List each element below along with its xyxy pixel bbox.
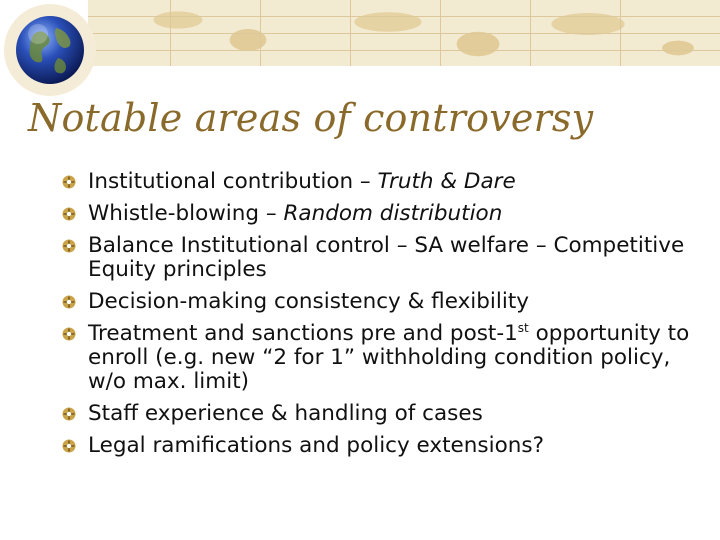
banner-grid-line: [88, 16, 720, 17]
bullet-text: Decision-making consistency & flexibility: [88, 289, 529, 314]
globe-icon: [4, 4, 96, 96]
list-item: [62, 402, 692, 426]
bullet-diamond-icon: [62, 207, 76, 221]
bullet-list: [62, 170, 692, 466]
list-item: [62, 290, 692, 314]
banner-grid-line: [350, 0, 351, 66]
bullet-diamond-icon: [62, 327, 76, 341]
bullet-diamond-icon: [62, 239, 76, 253]
bullet-text: Treatment and sanctions pre and post-1: [88, 321, 518, 346]
bullet-diamond-icon: [62, 295, 76, 309]
banner-grid-line: [530, 0, 531, 66]
list-item: [62, 322, 692, 394]
bullet-text: Staff experience & handling of cases: [88, 401, 483, 426]
slide-title: Notable areas of controversy: [28, 96, 594, 140]
banner-grid-line: [440, 0, 441, 66]
bullet-diamond-icon: [62, 439, 76, 453]
bullet-italic-text: Random distribution: [283, 201, 503, 226]
banner-grid-line: [88, 33, 720, 34]
superscript: st: [517, 320, 529, 335]
list-item: [62, 434, 692, 458]
bullet-text: Whistle-blowing –: [88, 201, 284, 226]
bullet-italic-text: Truth & Dare: [377, 169, 516, 194]
bullet-text-continued: opportunity to enroll (e.g. new “2 for 1” withholding condition policy, w/o max. limit): [88, 321, 690, 394]
list-item: [62, 170, 692, 194]
list-item: [62, 234, 692, 282]
bullet-text: Balance Institutional control – SA welfare – Competitive Equity principles: [88, 233, 685, 282]
bullet-text: Institutional contribution –: [88, 169, 378, 194]
banner-grid-line: [88, 50, 720, 51]
list-item: [62, 202, 692, 226]
bullet-diamond-icon: [62, 175, 76, 189]
banner-grid-line: [620, 0, 621, 66]
banner-grid-line: [260, 0, 261, 66]
bullet-diamond-icon: [62, 407, 76, 421]
bullet-text: Legal ramifications and policy extensions?: [88, 433, 544, 458]
banner-grid-line: [170, 0, 171, 66]
